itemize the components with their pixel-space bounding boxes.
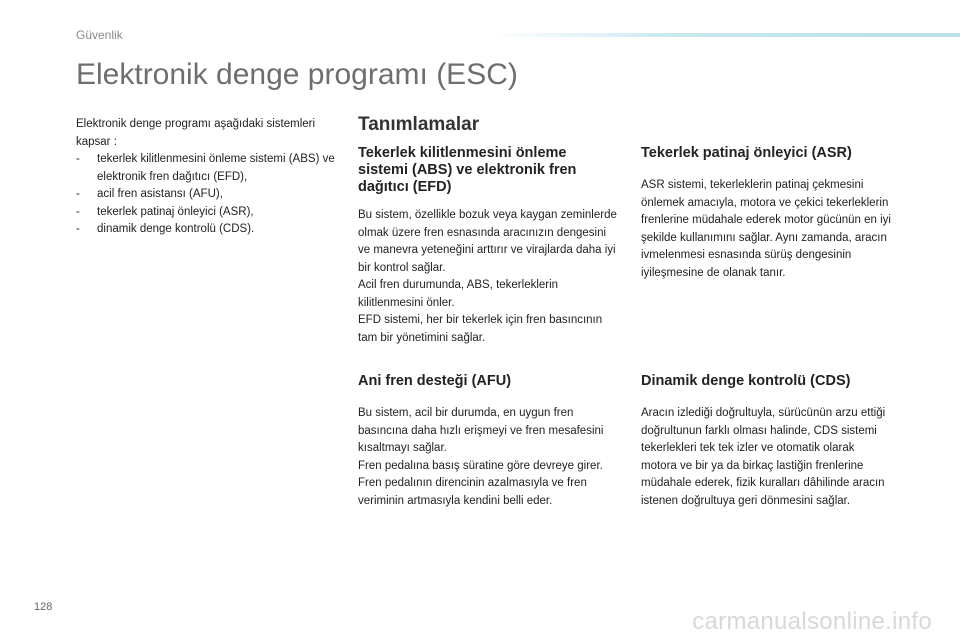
watermark: carmanualsonline.info [692, 608, 932, 635]
intro-list-item: - tekerlek kilitlenmesini önleme sistemi (ABS) ve elektronik fren dağıtıcı (EFD), [76, 151, 346, 186]
intro-list-item: - dinamik denge kontrolü (CDS). [76, 221, 346, 239]
cds-section [641, 373, 891, 510]
afu-section [358, 373, 618, 510]
afu-text-2: Fren pedalına basış süratine göre devreye girer. Fren pedalının direncinin azalmasıyla ve fren veriminin artmasıyla kendini belli eder. [358, 459, 603, 507]
afu-text: Bu sistem, acil bir durumda, en uygun fren basıncına daha hızlı erişmeyi ve fren mesafesini kısaltmayı sağlar. [358, 407, 604, 454]
abs-text: Bu sistem, özellikle bozuk veya kaygan zeminlerde olmak üzere fren esnasında aracınızın dengesini ve manevra yeteneğini arttırır ve virajlarda daha iyi bir kontrol sağlar. [358, 209, 617, 274]
intro [76, 116, 346, 239]
page-number: 128 [34, 601, 53, 613]
afu-heading: Ani fren desteği (AFU) [358, 373, 512, 389]
asr-heading: Tekerlek patinaj önleyici (ASR) [641, 145, 852, 161]
asr-text: ASR sistemi, tekerleklerin patinaj çekmesini önlemek amacıyla, motora ve çekici tekerleklerin frenlerine müdahale ederek motor gücünün en iyi şekilde kullanımını sağlar. Aynı zamanda, aracın ivmelenmesi esnasında sürüş dengesinin iyileşmesine de olanak tanır. [641, 179, 891, 279]
page-title: Elektronik denge programı (ESC) [76, 58, 518, 91]
abs-text-3: EFD sistemi, her bir tekerlek için fren basıncının tam bir yönetimini sağlar. [358, 314, 603, 344]
header-rule [488, 33, 960, 37]
intro-list [76, 151, 346, 239]
definitions-title: Tanımlamalar [358, 114, 480, 135]
intro-lead: Elektronik denge programı aşağıdaki sistemleri kapsar : [76, 118, 316, 148]
abs-section [358, 145, 618, 347]
intro-list-item: - acil fren asistansı (AFU), [76, 186, 346, 204]
cds-heading: Dinamik denge kontrolü (CDS) [641, 373, 851, 389]
cds-text: Aracın izlediği doğrultuyla, sürücünün arzu ettiği doğrultunun farklı olması halinde, CDS sistemi tekerlekleri tek tek izler ve otomatik olarak motora ve bir ya da birkaç lastiğin frenlerine müdahale ederek, fizik kuralları dâhilinde aracın istenen doğrultuya geri dönmesini sağlar. [641, 407, 886, 507]
abs-heading: Tekerlek kilitlenmesini önleme sistemi (ABS) ve elektronik fren dağıtıcı (EFD) [358, 145, 577, 195]
section-label: Güvenlik [76, 28, 123, 42]
intro-list-item: - tekerlek patinaj önleyici (ASR), [76, 204, 346, 222]
abs-text-2: Acil fren durumunda, ABS, tekerleklerin kilitlenmesini önler. [358, 279, 559, 309]
asr-section [641, 145, 891, 282]
